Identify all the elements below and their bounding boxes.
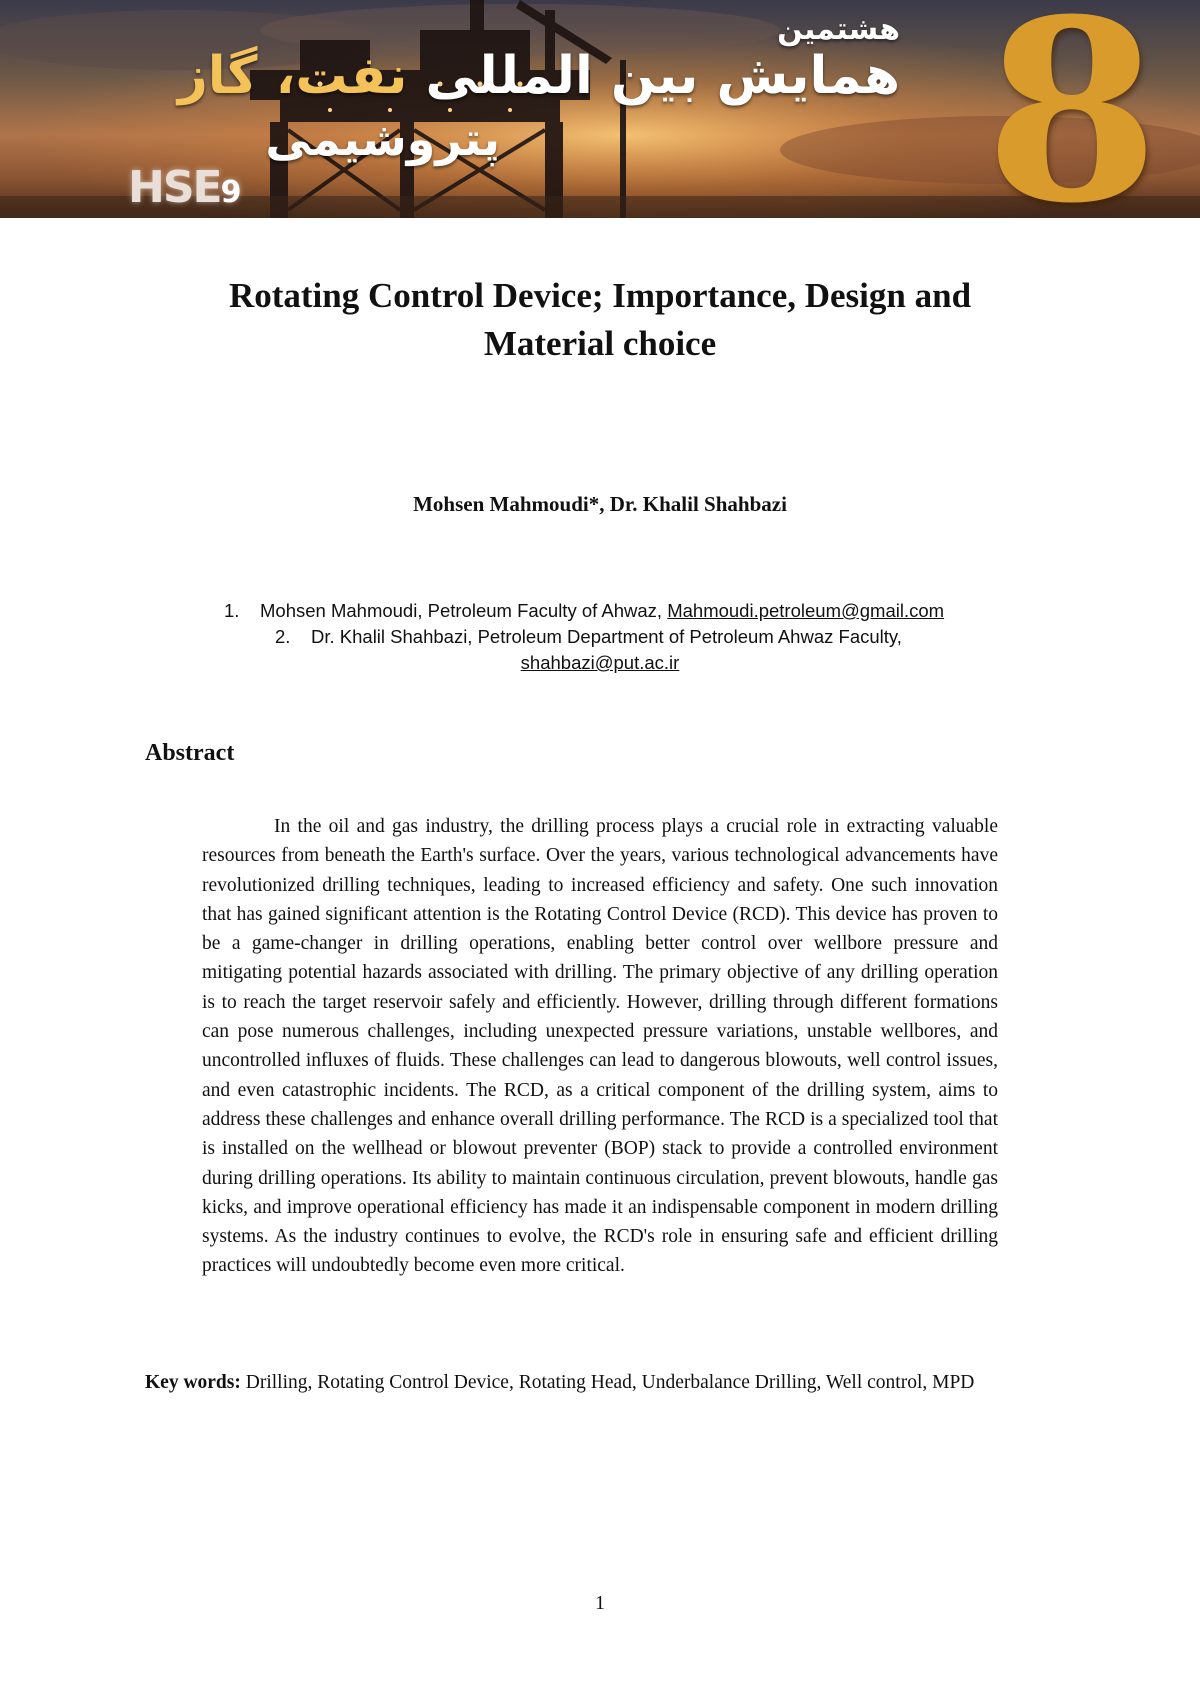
affiliation-item [224, 598, 944, 624]
author-email-link[interactable]: Mahmoudi.petroleum@gmail.com [667, 600, 945, 621]
paper-title-line-1: Rotating Control Device; Importance, Design and [228, 276, 972, 315]
hse-logo [128, 162, 241, 213]
keywords-label: Key words: [145, 1372, 241, 1393]
affiliation-email-line [0, 650, 1200, 676]
page-number: 1 [595, 1592, 605, 1614]
banner-conference-name [178, 46, 900, 106]
edition-number-logo: 8 [985, 0, 1159, 218]
abstract-heading: Abstract [145, 740, 235, 766]
hse-logo-text: HSE [128, 162, 221, 213]
paper-title [150, 272, 1050, 368]
author-email-link[interactable]: shahbazi@put.ac.ir [520, 652, 680, 673]
keywords-section [145, 1368, 1115, 1398]
banner-petrochemical-text: پتروشیمی [265, 112, 500, 166]
affiliation-number: 2. [275, 626, 291, 647]
affiliation-text: Dr. Khalil Shahbazi, Petroleum Department of Petroleum Ahwaz Faculty, [311, 626, 902, 647]
affiliation-text: Mohsen Mahmoudi, Petroleum Faculty of Ahwaz, [260, 600, 668, 621]
hse-logo-number: 9 [220, 175, 242, 210]
affiliation-item [275, 624, 902, 650]
abstract-body: In the oil and gas industry, the drilling process plays a crucial role in extracting valuable resources from beneath the Earth's surface. Over the years, various technological advancements have revolutionized drilling techniques, leading to increased efficiency and safety. One such innovation that has gained significant attention is the Rotating Control Device (RCD). This device has proven to be a game-changer in drilling operations, enabling better control over wellbore pressure and mitigating potential hazards associated with drilling. The primary objective of any drilling operation is to reach the target reservoir safely and efficiently. However, drilling through different formations can pose numerous challenges, including unexpected pressure variations, unstable wellbores, and uncontrolled influxes of fluids. These challenges can lead to dangerous blowouts, well control issues, and even catastrophic incidents. The RCD, as a critical component of the drilling system, aims to address these challenges and enhance overall drilling performance. The RCD is a specialized tool that is installed on the wellhead or blowout preventer (BOP) stack to provide a controlled environment during drilling operations. Its ability to maintain continuous circulation, prevent blowouts, handle gas kicks, and improve operational efficiency has made it an indispensable component in modern drilling systems. As the industry continues to evolve, the RCD's role in ensuring safe and efficient drilling practices will undoubtedly become even more critical. [202, 816, 998, 1277]
banner-edition-text: هشتمین [777, 12, 900, 47]
affiliation-number: 1. [224, 600, 240, 621]
banner-conference-name-accent: نفت، گاز [177, 46, 408, 106]
paper-authors: Mohsen Mahmoudi*, Dr. Khalil Shahbazi [413, 492, 787, 516]
keywords-list: Drilling, Rotating Control Device, Rotating Head, Underbalance Drilling, Well control, MPD [245, 1372, 975, 1393]
conference-banner [0, 0, 1200, 218]
paper-title-line-2: Material choice [483, 324, 717, 363]
banner-conference-name-white: همایش بین المللی [425, 46, 900, 106]
